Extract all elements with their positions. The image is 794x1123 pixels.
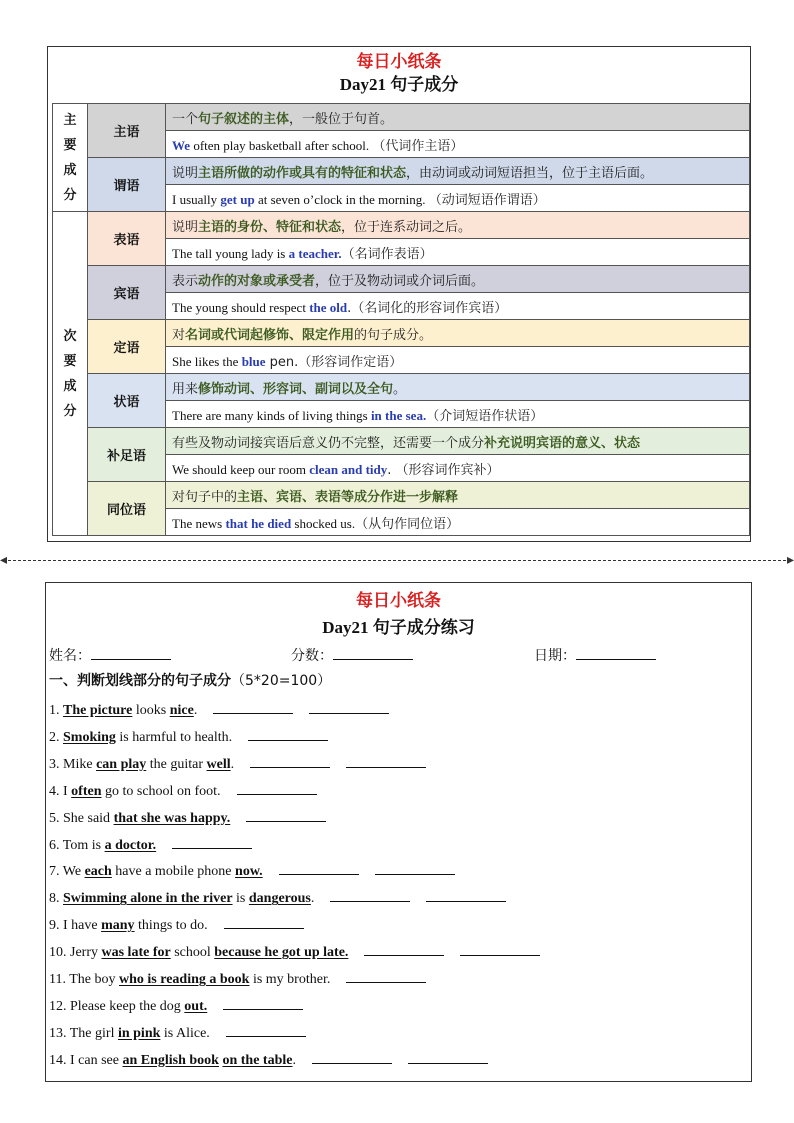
question-item	[49, 836, 252, 854]
definition-text: 对句子中的	[172, 489, 238, 505]
component-example	[166, 455, 750, 482]
practice-card	[45, 582, 752, 1082]
example-highlight: get up	[220, 191, 255, 207]
underlined-part: in pink	[117, 1025, 161, 1041]
example-text: I usually	[172, 191, 221, 207]
question-text: 14. I can see	[49, 1052, 123, 1068]
example-note: （从句作同位语）	[355, 516, 460, 532]
definition-keyword: 句子叙述的主体	[198, 111, 290, 127]
question-text: 12. Please keep the dog	[49, 998, 185, 1014]
component-definition-row	[53, 428, 750, 455]
category-char: 成	[63, 378, 77, 394]
definition-keyword: 名词或代词起修饰、限定作用	[185, 327, 355, 343]
category-char: 主	[63, 112, 77, 128]
question-text: is	[232, 891, 249, 907]
answer-blank[interactable]	[426, 889, 506, 902]
question-text: .	[292, 1052, 296, 1068]
component-term: 主语	[88, 104, 166, 158]
definition-text: 用来	[172, 381, 199, 397]
secondary-components-label	[53, 212, 88, 536]
example-text: The young should respect	[172, 299, 310, 315]
example-highlight: that he died	[225, 515, 292, 531]
card2-subtitle: Day21 句子成分练习	[322, 618, 475, 637]
example-highlight: We	[172, 137, 191, 153]
example-text: We should keep our room	[172, 461, 310, 477]
example-note: （介词短语作状语）	[426, 408, 544, 424]
answer-blank[interactable]	[213, 701, 293, 714]
section-points: （5*20=100）	[231, 673, 332, 689]
underlined-part: that she was happy.	[113, 810, 231, 826]
component-term: 同位语	[88, 482, 166, 536]
underlined-part: Smoking	[63, 729, 116, 745]
answer-blank[interactable]	[246, 809, 326, 822]
category-char: 要	[63, 353, 77, 369]
question-text: 8.	[49, 891, 63, 907]
category-char: 成	[63, 162, 77, 178]
component-example	[166, 239, 750, 266]
example-text: often play basketball after school.	[190, 137, 373, 153]
answer-blank[interactable]	[346, 970, 426, 983]
answer-blank[interactable]	[364, 943, 444, 956]
question-text: the guitar	[146, 756, 207, 772]
question-item	[49, 1051, 488, 1069]
underlined-part: because he got up late.	[214, 945, 349, 961]
question-item	[49, 809, 326, 827]
component-definition	[166, 104, 750, 131]
example-text: She likes the	[172, 353, 242, 369]
question-item	[49, 728, 328, 746]
underlined-part: can play	[96, 756, 147, 772]
definition-text: 对	[172, 327, 186, 343]
question-text: go to school on foot.	[101, 783, 221, 799]
category-char: 次	[63, 328, 77, 344]
underlined-part: out.	[184, 998, 208, 1014]
question-item	[49, 1024, 306, 1042]
definition-text: 有些及物动词接宾语后意义仍不完整，还需要一个成分	[172, 435, 485, 451]
answer-blank[interactable]	[224, 916, 304, 929]
question-text: 9. I have	[49, 918, 102, 934]
component-example	[166, 131, 750, 158]
question-item	[49, 782, 317, 800]
question-item	[49, 862, 455, 880]
example-note: .（名词化的形容词作宾语）	[347, 300, 508, 316]
definition-keyword: 主语的身份、特征和状态	[198, 219, 342, 235]
answer-blank[interactable]	[226, 1024, 306, 1037]
question-text: .	[230, 756, 235, 772]
definition-keyword: 动作的对象或承受者	[198, 273, 316, 289]
example-note: . （形容词作宾补）	[387, 462, 500, 478]
component-term: 宾语	[88, 266, 166, 320]
example-note: （代词作主语）	[372, 138, 464, 154]
sentence-components-table	[52, 103, 750, 536]
component-definition-row	[53, 158, 750, 185]
component-definition	[166, 374, 750, 401]
component-example	[166, 401, 750, 428]
definition-text: 说明	[172, 165, 199, 181]
definition-text: ，一般位于句首。	[289, 111, 394, 127]
category-char: 分	[63, 403, 77, 419]
question-text: 2.	[49, 729, 63, 745]
component-definition-row	[53, 266, 750, 293]
example-highlight: clean and tidy	[309, 461, 388, 477]
date-blank[interactable]	[576, 645, 656, 660]
example-highlight: in the sea.	[370, 407, 427, 423]
cut-divider	[8, 560, 786, 561]
name-label: 姓名：	[49, 648, 91, 664]
underlined-part: Swimming alone in the river	[63, 891, 233, 907]
underlined-part: many	[101, 918, 135, 934]
underlined-part: who is reading a book	[119, 972, 250, 987]
question-text: is Alice.	[160, 1025, 210, 1041]
question-item	[49, 916, 304, 934]
question-text: is harmful to health.	[115, 729, 233, 745]
example-text: The tall young lady is	[172, 245, 289, 261]
component-example	[166, 293, 750, 320]
answer-blank[interactable]	[248, 728, 328, 741]
question-item	[49, 943, 540, 961]
definition-text: 的句子成分。	[354, 327, 433, 343]
component-definition-row	[53, 212, 750, 239]
example-text: shocked us.	[291, 515, 356, 531]
example-highlight: blue	[241, 353, 266, 369]
definition-text: 。	[393, 381, 407, 397]
answer-blank[interactable]	[279, 862, 359, 875]
question-text: looks	[132, 703, 170, 718]
name-blank[interactable]	[91, 645, 171, 660]
answer-blank[interactable]	[309, 701, 389, 714]
answer-blank[interactable]	[460, 943, 540, 956]
component-definition-row	[53, 374, 750, 401]
question-text: 10. Jerry	[49, 945, 102, 961]
card1-title: 每日小纸条	[356, 52, 442, 71]
student-info-row	[46, 643, 751, 667]
date-field[interactable]	[534, 645, 656, 665]
question-text: .	[310, 891, 315, 907]
answer-blank[interactable]	[330, 889, 410, 902]
example-note: （名词作表语）	[341, 246, 433, 262]
component-term: 谓语	[88, 158, 166, 212]
example-note: （动词短语作谓语）	[428, 192, 546, 208]
component-definition	[166, 482, 750, 509]
example-note: pen.（形容词作定语）	[265, 354, 403, 370]
question-item	[49, 970, 426, 988]
section-title	[49, 670, 751, 690]
card1-subtitle: Day21 句子成分	[339, 75, 459, 94]
component-example	[166, 347, 750, 374]
component-example	[166, 185, 750, 212]
component-term: 定语	[88, 320, 166, 374]
example-text: at seven o’clock in the morning.	[254, 191, 429, 207]
underlined-part: an English book	[122, 1052, 219, 1068]
card2-title: 每日小纸条	[356, 591, 441, 610]
component-definition	[166, 428, 750, 455]
definition-text: ，位于连系动词之后。	[341, 219, 472, 235]
component-definition	[166, 266, 750, 293]
category-char: 分	[63, 187, 77, 203]
underlined-part: nice	[169, 703, 194, 718]
underlined-part: dangerous	[248, 891, 311, 907]
example-text: There are many kinds of living things	[172, 407, 371, 423]
answer-blank[interactable]	[172, 836, 252, 849]
divider-left-arrow-icon: ◂	[0, 552, 8, 568]
example-text: The news	[172, 515, 226, 531]
score-label: 分数：	[291, 648, 333, 664]
underlined-part: often	[71, 783, 102, 799]
question-text: 3. Mike	[49, 756, 97, 772]
question-text: .	[193, 703, 198, 718]
question-text: 13. The girl	[49, 1025, 118, 1041]
score-field[interactable]	[291, 645, 413, 665]
definition-keyword: 主语所做的动作或具有的特征和状态	[198, 165, 407, 181]
definition-keyword: 修饰动词、形容词、副词以及全句	[198, 381, 394, 397]
category-char: 要	[63, 137, 77, 153]
example-highlight: a teacher.	[288, 245, 342, 261]
definition-text: ，位于及物动词或介词后面。	[315, 273, 485, 289]
question-text: 1.	[49, 703, 63, 718]
question-text: 11. The boy	[49, 972, 119, 987]
component-term: 状语	[88, 374, 166, 428]
underlined-part: each	[84, 864, 112, 880]
component-definition	[166, 212, 750, 239]
underlined-part: a doctor.	[104, 837, 157, 853]
answer-blank[interactable]	[237, 782, 317, 795]
definition-text: 表示	[172, 273, 199, 289]
question-text: 7. We	[49, 864, 85, 880]
score-blank[interactable]	[333, 645, 413, 660]
answer-blank[interactable]	[312, 1051, 392, 1064]
answer-blank[interactable]	[408, 1051, 488, 1064]
definition-text: 说明	[172, 219, 199, 235]
definition-keyword: 主语、宾语、表语等成分作进一步解释	[237, 489, 459, 505]
question-item	[49, 701, 389, 719]
date-label: 日期：	[534, 648, 576, 664]
section-title-text: 一、判断划线部分的句子成分	[49, 673, 231, 689]
question-text: is my brother.	[249, 972, 331, 987]
example-highlight: the old	[309, 299, 348, 315]
question-text: 4. I	[49, 783, 72, 799]
answer-blank[interactable]	[375, 862, 455, 875]
component-definition-row	[53, 320, 750, 347]
component-definition-row	[53, 104, 750, 131]
underlined-part: now.	[235, 864, 263, 880]
question-item	[49, 755, 426, 773]
underlined-part: The picture	[63, 703, 133, 718]
question-text: school	[170, 945, 215, 961]
component-term: 补足语	[88, 428, 166, 482]
name-field[interactable]	[49, 645, 171, 665]
component-definition	[166, 320, 750, 347]
component-definition-row	[53, 482, 750, 509]
definition-text: ，由动词或动词短语担当，位于主语后面。	[406, 165, 654, 181]
component-example	[166, 509, 750, 536]
definition-text: 一个	[172, 111, 199, 127]
definition-keyword: 补充说明宾语的意义、状态	[484, 435, 641, 451]
grammar-reference-card	[47, 46, 751, 542]
question-text: 6. Tom is	[49, 837, 105, 853]
question-text: 5. She said	[49, 810, 114, 826]
main-components-label	[53, 104, 88, 212]
question-text: things to do.	[134, 918, 208, 934]
question-item	[49, 997, 303, 1015]
underlined-part: well	[206, 756, 231, 772]
question-text: have a mobile phone	[111, 864, 236, 880]
divider-right-arrow-icon: ▸	[786, 552, 794, 568]
underlined-part: on the table	[222, 1052, 293, 1068]
component-definition	[166, 158, 750, 185]
answer-blank[interactable]	[223, 997, 303, 1010]
answer-blank[interactable]	[250, 755, 330, 768]
underlined-part: was late for	[101, 945, 171, 961]
answer-blank[interactable]	[346, 755, 426, 768]
component-term: 表语	[88, 212, 166, 266]
question-item	[49, 889, 506, 907]
